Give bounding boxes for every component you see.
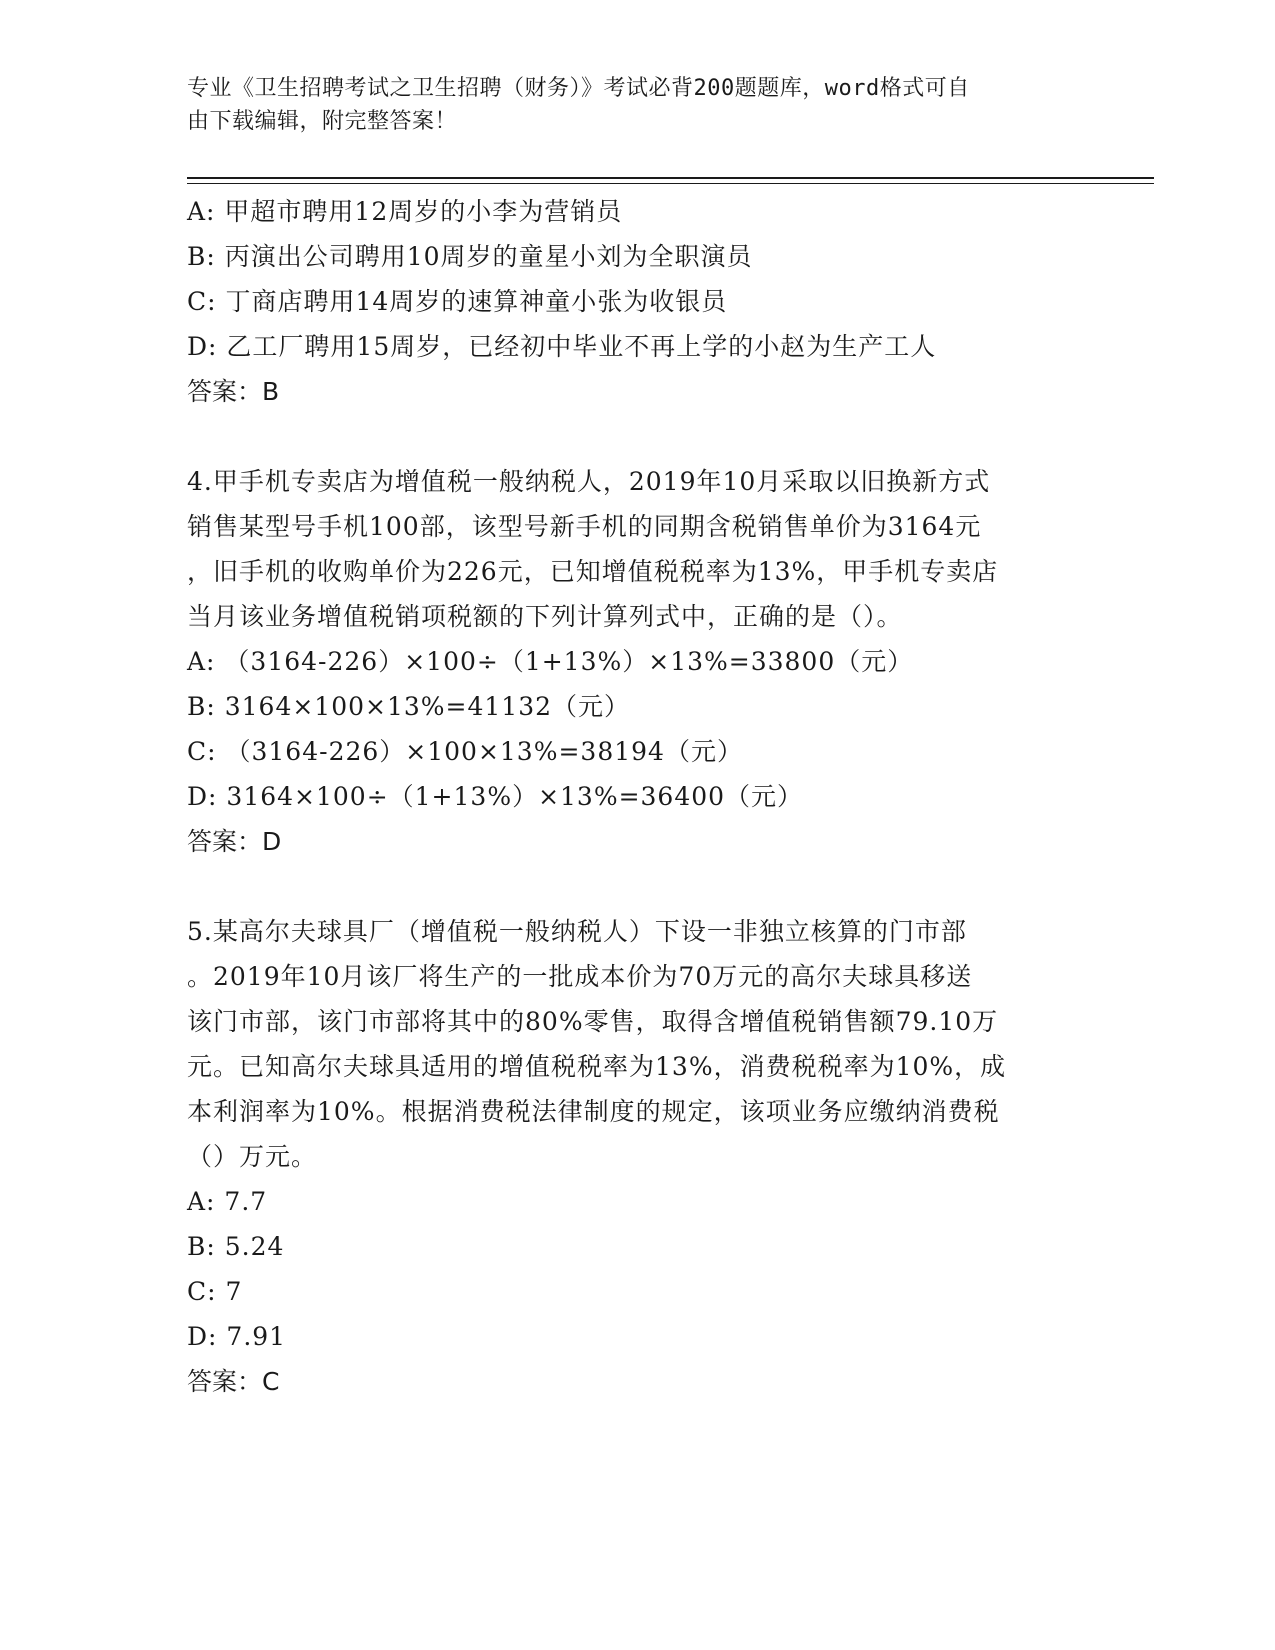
header-divider-thick [187, 177, 1154, 179]
option-b: B: 5.24 [187, 1232, 285, 1261]
option-a: A: 甲超市聘用12周岁的小李为营销员 [187, 197, 623, 226]
header-line-1: 专业《卫生招聘考试之卫生招聘（财务）》考试必背200题题库，word格式可自 [187, 76, 970, 101]
option-b: B: 丙演出公司聘用10周岁的童星小刘为全职演员 [187, 242, 753, 271]
question-stem-line: 该门市部，该门市部将其中的80%零售，取得含增值税销售额79.10万 [187, 1007, 999, 1036]
answer-line: 答案：C [187, 1367, 280, 1396]
question-stem-line: ，旧手机的收购单价为226元，已知增值税税率为13%，甲手机专卖店 [187, 557, 999, 586]
question-list [187, 189, 1087, 1404]
document-header [187, 72, 1067, 138]
option-b: B: 3164×100×13%=41132（元） [187, 692, 631, 721]
header-line-2: 由下载编辑，附完整答案！ [187, 109, 458, 134]
spacer [187, 864, 1087, 909]
option-c: C: 7 [187, 1277, 243, 1306]
question-3 [187, 189, 1087, 414]
question-4 [187, 459, 1087, 864]
question-stem-line: 5.某高尔夫球具厂（增值税一般纳税人）下设一非独立核算的门市部 [187, 917, 967, 946]
option-d: D: 乙工厂聘用15周岁，已经初中毕业不再上学的小赵为生产工人 [187, 332, 937, 361]
option-d: D: 7.91 [187, 1322, 287, 1351]
question-stem-line: （）万元。 [187, 1142, 318, 1171]
option-c: C: 丁商店聘用14周岁的速算神童小张为收银员 [187, 287, 728, 316]
answer-line: 答案：D [187, 827, 282, 856]
question-stem-line: 4.甲手机专卖店为增值税一般纳税人，2019年10月采取以旧换新方式 [187, 467, 991, 496]
question-5 [187, 909, 1087, 1404]
header-divider-thin [187, 183, 1154, 184]
question-stem-line: 当月该业务增值税销项税额的下列计算列式中，正确的是（）。 [187, 602, 903, 631]
question-stem-line: 元。已知高尔夫球具适用的增值税税率为13%，消费税税率为10%，成 [187, 1052, 1007, 1081]
answer-line: 答案：B [187, 377, 280, 406]
question-stem-line: 本利润率为10%。根据消费税法律制度的规定，该项业务应缴纳消费税 [187, 1097, 1000, 1126]
question-stem-line: 销售某型号手机100部，该型号新手机的同期含税销售单价为3164元 [187, 512, 982, 541]
option-a: A: （3164-226）×100÷（1+13%）×13%=33800（元） [187, 647, 914, 676]
option-d: D: 3164×100÷（1+13%）×13%=36400（元） [187, 782, 804, 811]
option-a: A: 7.7 [187, 1187, 268, 1216]
option-c: C: （3164-226）×100×13%=38194（元） [187, 737, 743, 766]
spacer [187, 414, 1087, 459]
question-stem-line: 。2019年10月该厂将生产的一批成本价为70万元的高尔夫球具移送 [187, 962, 973, 991]
